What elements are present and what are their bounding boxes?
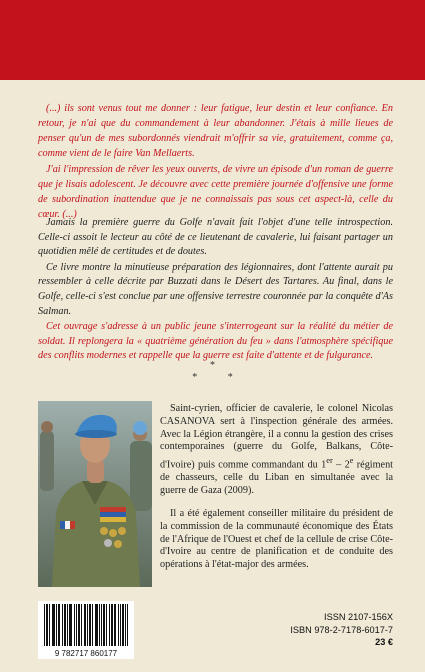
book-description <box>38 216 393 365</box>
description-paragraph-3: Cet ouvrage s'adresse à un public jeune s'interrogeant sur la réalité du métier de soldat. Il replongera la « quatrième génération du feu » dans l'atmosphère spécifique des conflits modernes et rappelle que la guerre est faite d'attente et de fulgurance. <box>38 321 393 362</box>
quote-paragraph-2: J'ai l'impression de rêver les yeux ouverts, de vivre un épisode d'un roman de guerre que je lisais adolescent. Je découvre avec cette première journée d'offensive une forme de subordination inattendue que je ne connaissais pas sous cet aspect-là, celle du cœur. (...) <box>38 164 393 220</box>
price: 23 € <box>375 637 393 647</box>
red-header-band <box>0 0 425 80</box>
author-biography <box>160 403 393 582</box>
isbn-number: ISBN 978-2-7178-6017-7 <box>290 624 393 635</box>
excerpt-quote <box>38 101 393 223</box>
description-paragraph-1: Jamais la première guerre du Golfe n'avait fait l'objet d'une telle introspection. Celle-ci assoit le lecteur au côté de ce lieutenant de cavalerie, lui faisant partager un quotidien mêlé de certitudes et de doutes. <box>38 217 393 258</box>
separator-stars-top: * <box>210 360 215 371</box>
author-portrait-illustration <box>38 401 152 587</box>
barcode <box>38 601 134 659</box>
description-paragraph-2: Ce livre montre la minutieuse préparation des légionnaires, dont l'attente aurait pu ressembler à celle décrite par Buzzati dans le Désert des Tartares. Au final, dans le Golfe, celle-ci s'est conclue par une offensive terrestre couronnée par la conquête d'As Salman. <box>38 261 393 317</box>
bio-paragraph-2: Il a été également conseiller militaire du président de la commission de la communauté économique des États de l'Afrique de l'Ouest et chef de la cellule de crise Côte-d'Ivoire au centre de planification et de conduite des opérations à l'état-major des armées. <box>160 507 393 571</box>
separator-stars-bottom: * * <box>192 372 247 383</box>
barcode-digits: 9 782717 860177 <box>54 649 118 658</box>
issn-number: ISSN 2107-156X <box>324 612 393 622</box>
quote-paragraph-1: (...) ils sont venus tout me donner : leur fatigue, leur destin et leur confiance. En retour, je n'ai que du commandement à leur abandonner. J'étais à mille lieues de penser qu'un de mes subordonnés viendrait m'offrir sa vie, gratuitement, comme ça, comme vient de le faire Van Mellaerts. <box>38 103 393 159</box>
publication-info <box>240 611 393 649</box>
bio-paragraph-1: Saint-cyrien, officier de cavalerie, le colonel Nicolas CASANOVA sert à l'inspection générale des armées. Avec la Légion étrangère, il a connu la gestion des crises contemporaines (guerre du Golfe, Balkans, Côte-d'Ivoire) puis comme commandant du 1er – 2e régiment de chasseurs, celle du Liban en simultanée avec la guerre de Gaza (2009). <box>160 403 393 497</box>
author-photo <box>38 401 152 587</box>
